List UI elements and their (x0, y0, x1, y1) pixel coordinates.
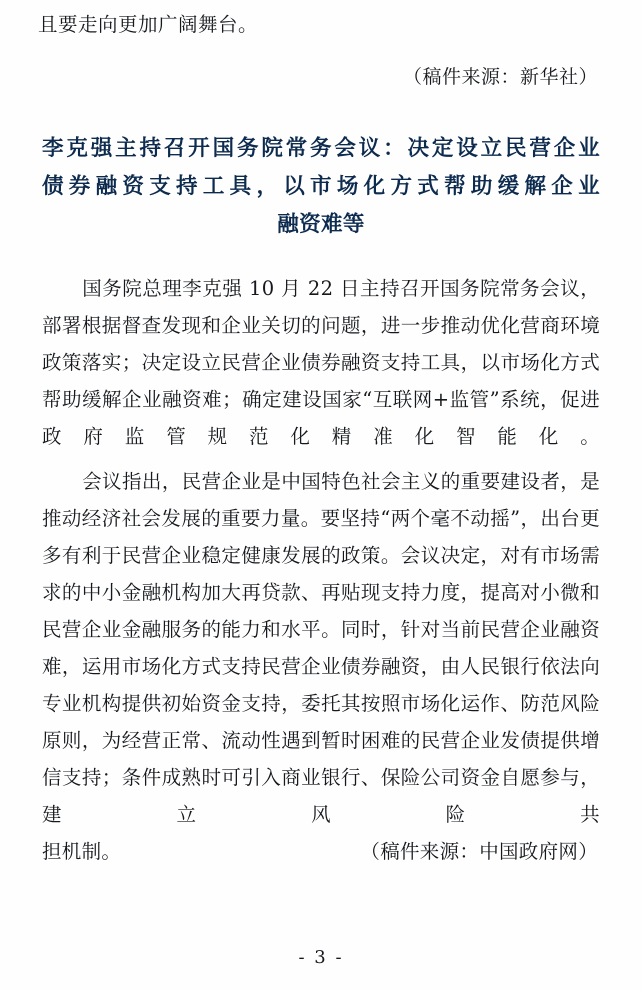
paragraph-1-text: 国务院总理李克强 10 月 22 日主持召开国务院常务会议，部署根据督查发现和企业关切的问题，进一步推动优化营商环境政策落实；决定设立民营企业债券融资支持工具，以市场化方式帮助缓解企业融资难；确定建设国家“互联网+监管”系统，促进政府监管规范化精准化智能化。 (42, 277, 600, 448)
source-note-bottom: （稿件来源：中国政府网） (360, 840, 598, 863)
final-line-row (38, 833, 604, 870)
body-paragraph-2 (38, 463, 604, 833)
source-note-top: （稿件来源：新华社） (402, 66, 598, 88)
body-paragraph-1 (38, 270, 604, 455)
paragraph-2-tail: 担机制。 (42, 840, 122, 863)
article-title-line-2: 债券融资支持工具，以市场化方式帮助缓解企业 (42, 174, 600, 199)
continued-text-line: 且要走向更加广阔舞台。 (38, 13, 259, 36)
paragraph-2-text: 会议指出，民营企业是中国特色社会主义的重要建设者，是推动经济社会发展的重要力量。要坚持“两个毫不动摇”，出台更多有利于民营企业稳定健康发展的政策。会议决定，对有市场需求的中小金融机构加大再贷款、再贴现支持力度，提高对小微和民营企业金融服务的能力和水平。同时，针对当前民营企业融资难，运用市场化方式支持民营企业债券融资，由人民银行依法向专业机构提供初始资金支持，委托其按照市场化运作、防范风险原则，为经营正常、流动性遇到暂时困难的民营企业发债提供增信支持；条件成熟时可引入商业银行、保险公司资金自愿参与，建立风险共 (42, 470, 600, 826)
article-title-line-1: 李克强主持召开国务院常务会议：决定设立民营企业 (42, 136, 600, 161)
page-number: - 3 - (298, 947, 344, 968)
article-title-line-3: 融资难等 (277, 212, 365, 237)
article-title (42, 130, 600, 244)
